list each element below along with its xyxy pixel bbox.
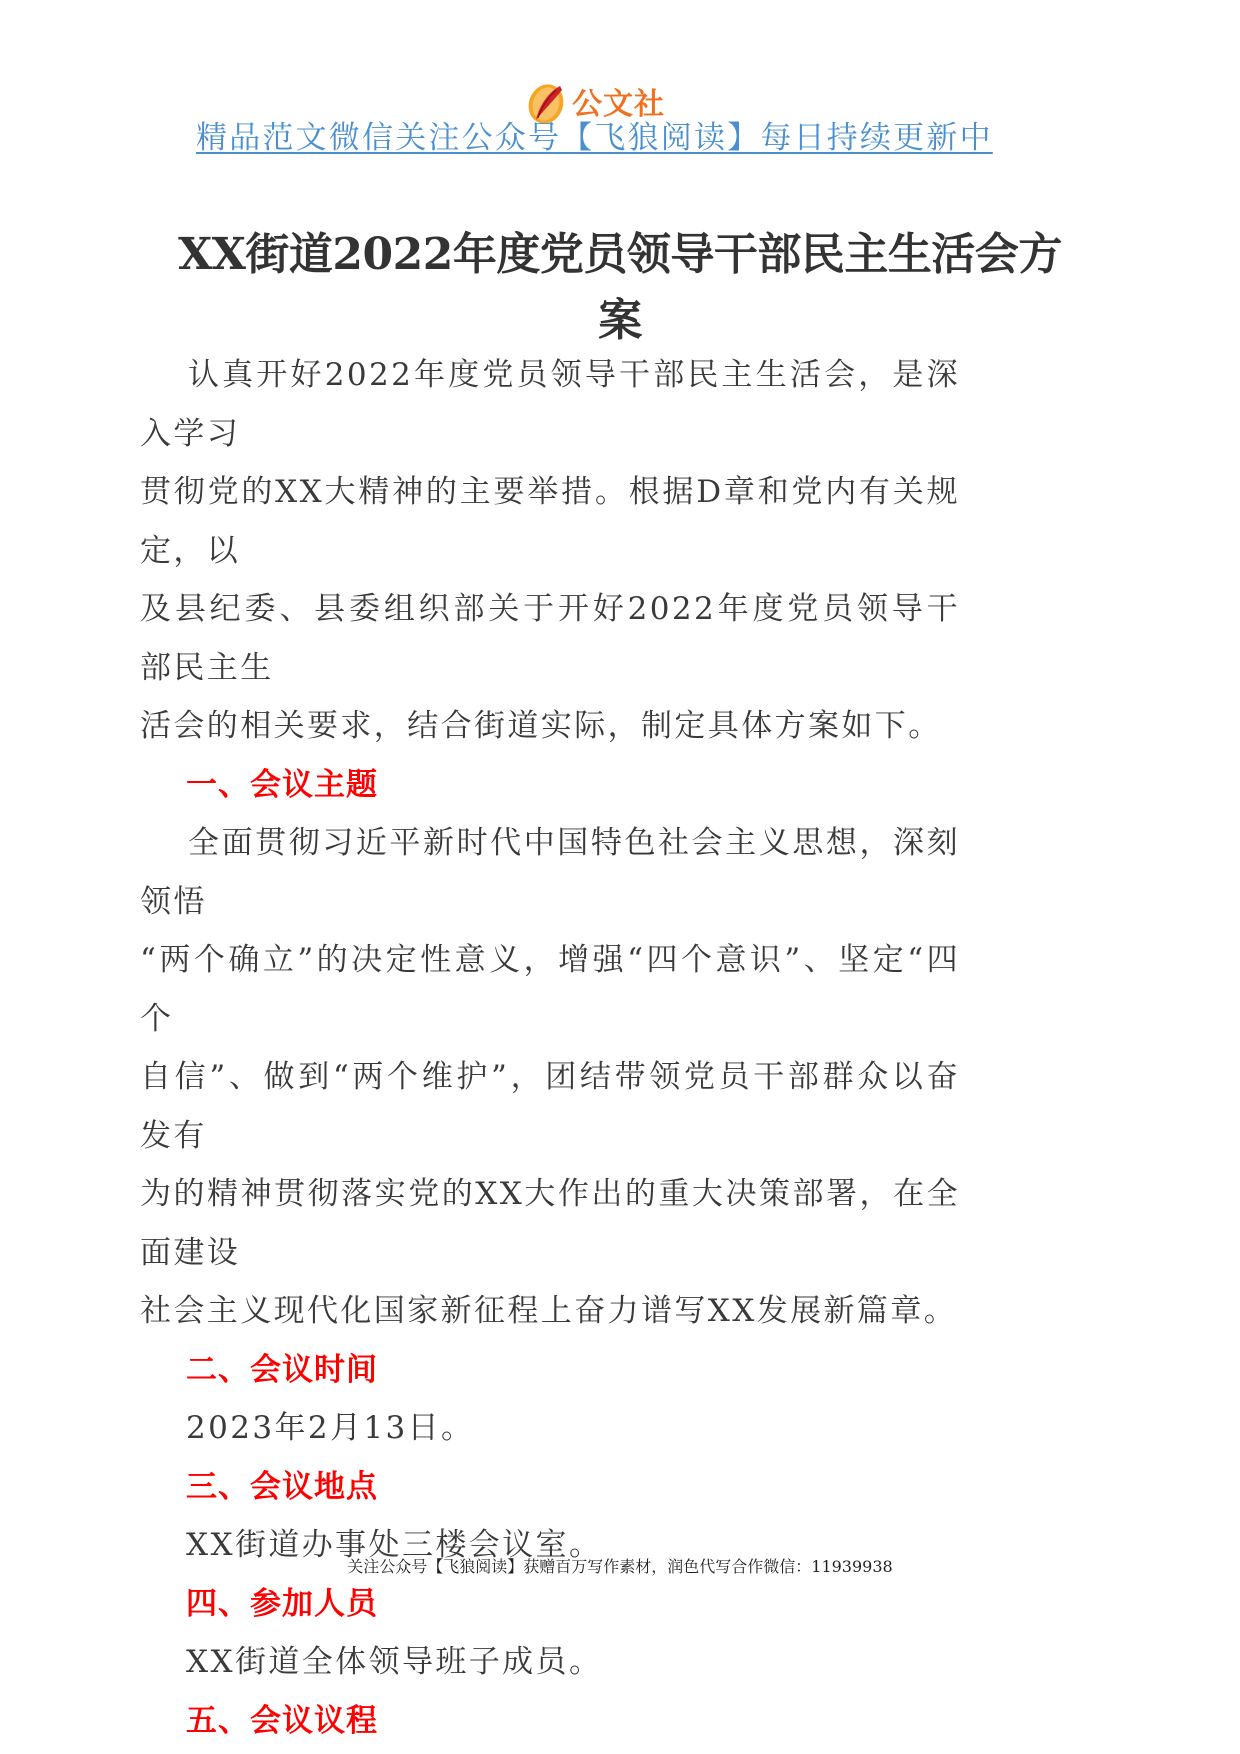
title-line-2: 案 — [598, 295, 642, 346]
section-heading: 四、参加人员 — [186, 1585, 378, 1622]
promo-link[interactable]: 精品范文微信关注公众号【飞狼阅读】每日持续更新中 — [196, 120, 993, 156]
section-line: 社会主义现代化国家新征程上奋力谱写XX发展新篇章。 — [140, 1293, 958, 1329]
section-agenda — [140, 1692, 960, 1751]
section-heading: 五、会议议程 — [186, 1702, 378, 1739]
section-heading: 三、会议地点 — [186, 1468, 378, 1505]
section-line: 全面贯彻习近平新时代中国特色社会主义思想，深刻领悟 — [140, 825, 960, 920]
section-line: “两个确立”的决定性意义，增强“四个意识”、坚定“四个 — [140, 942, 960, 1037]
intro-line: 活会的相关要求，结合街道实际，制定具体方案如下。 — [140, 708, 942, 744]
logo-text: 公文社 — [572, 87, 665, 122]
intro-line: 认真开好2022年度党员领导干部民主生活会，是深入学习 — [140, 357, 960, 452]
section-line: 2023年2月13日。 — [186, 1410, 475, 1446]
title-line-1: XX街道2022年度党员领导干部民主生活会方 — [178, 229, 1062, 280]
section-heading: 二、会议时间 — [186, 1351, 378, 1388]
document-body — [140, 346, 960, 1750]
section-line: XX街道全体领导班子成员。 — [186, 1644, 603, 1680]
section-attendees — [140, 1575, 960, 1692]
section-heading: 一、会议主题 — [186, 766, 378, 803]
intro-line: 贯彻党的XX大精神的主要举措。根据D章和党内有关规定，以 — [140, 474, 960, 569]
section-theme — [140, 756, 960, 1341]
page-footer: 关注公众号【飞狼阅读】获赠百万写作素材，润色代写合作微信：11939938 — [347, 1557, 893, 1576]
section-time — [140, 1341, 960, 1458]
section-line: 自信”、做到“两个维护”，团结带领党员干部群众以奋发有 — [140, 1059, 960, 1154]
intro-paragraph — [140, 346, 960, 756]
section-line: XX街道办事处三楼会议室。 — [186, 1527, 603, 1563]
intro-line: 及县纪委、县委组织部关于开好2022年度党员领导干部民主生 — [140, 591, 960, 686]
section-line: 为的精神贯彻落实党的XX大作出的重大决策部署，在全面建设 — [140, 1176, 960, 1271]
document-title — [140, 222, 1100, 354]
